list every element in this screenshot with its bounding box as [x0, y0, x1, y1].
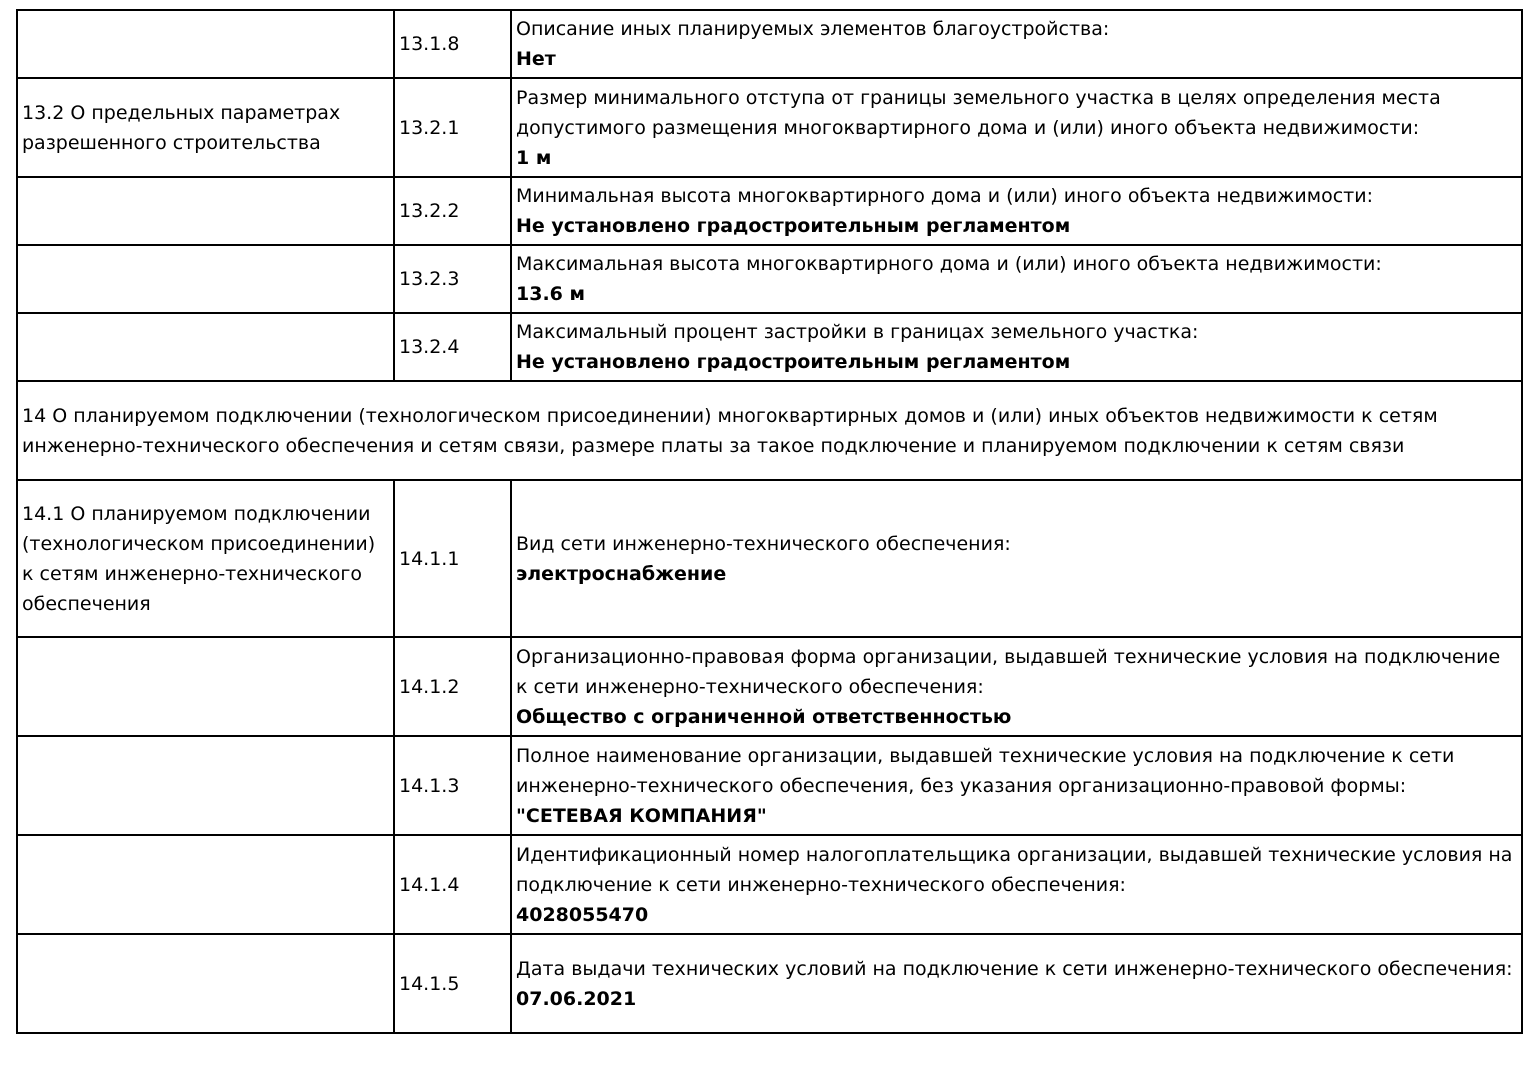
- item-content-cell: [511, 78, 1522, 177]
- item-content-cell: [511, 480, 1522, 637]
- section-cell: 13.2 О предельных параметрах разрешенного строительства: [17, 78, 394, 177]
- section-cell: [17, 245, 394, 313]
- section-header-text: 14 О планируемом подключении (технологическом присоединении) многоквартирных домов и (или) иных объектов недвижимости к сетям инженерно-технического обеспечения и сетям связи, размере платы за такое подключение и планируемом подключении к сетям связи: [17, 381, 1522, 480]
- question-text: Минимальная высота многоквартирного дома и (или) иного объекта недвижимости:: [516, 185, 1373, 207]
- item-content-cell: [511, 835, 1522, 934]
- table-row: [17, 245, 1522, 313]
- table-row: [17, 637, 1522, 736]
- item-number: 14.1.1: [394, 480, 511, 637]
- item-content-cell: [511, 637, 1522, 736]
- table-row-section-header: [17, 381, 1522, 480]
- answer-text: Не установлено градостроительным регламентом: [516, 351, 1071, 373]
- answer-text: 13.6 м: [516, 283, 586, 305]
- question-text: Описание иных планируемых элементов благоустройства:: [516, 18, 1110, 40]
- question-text: Идентификационный номер налогоплательщика организации, выдавшей технические условия на подключение к сети инженерно-технического обеспечения:: [516, 843, 1513, 896]
- table-row: [17, 934, 1522, 1033]
- table-row: [17, 835, 1522, 934]
- question-text: Размер минимального отступа от границы земельного участка в целях определения места допустимого размещения многоквартирного дома и (или) иного объекта недвижимости:: [516, 86, 1441, 139]
- item-content-cell: [511, 934, 1522, 1033]
- section-cell: [17, 313, 394, 381]
- item-content-cell: [511, 177, 1522, 245]
- answer-text: электроснабжение: [516, 562, 727, 585]
- answer-text: 1 м: [516, 146, 552, 169]
- section-cell: [17, 835, 394, 934]
- answer-text: "СЕТЕВАЯ КОМПАНИЯ": [516, 804, 767, 827]
- question-text: Вид сети инженерно-технического обеспечения:: [516, 532, 1011, 555]
- item-number: 14.1.5: [394, 934, 511, 1033]
- section-cell: [17, 177, 394, 245]
- table-row: [17, 736, 1522, 835]
- answer-text: 4028055470: [516, 903, 649, 926]
- answer-text: 07.06.2021: [516, 987, 637, 1010]
- question-text: Полное наименование организации, выдавшей технические условия на подключение к сети инженерно-технического обеспечения, без указания организационно-правовой формы:: [516, 744, 1455, 797]
- item-number: 13.2.1: [394, 78, 511, 177]
- answer-text: Нет: [516, 48, 556, 70]
- question-text: Максимальная высота многоквартирного дома и (или) иного объекта недвижимости:: [516, 253, 1382, 275]
- item-number: 14.1.2: [394, 637, 511, 736]
- question-text: Максимальный процент застройки в границах земельного участка:: [516, 321, 1199, 343]
- item-content-cell: [511, 313, 1522, 381]
- section-cell: [17, 10, 394, 78]
- table-row: [17, 10, 1522, 78]
- declaration-table: [16, 9, 1523, 1034]
- table-row: [17, 78, 1522, 177]
- answer-text: Не установлено градостроительным регламентом: [516, 215, 1071, 237]
- item-number: 13.2.3: [394, 245, 511, 313]
- table-row: [17, 313, 1522, 381]
- question-text: Дата выдачи технических условий на подключение к сети инженерно-технического обеспечения:: [516, 957, 1513, 980]
- answer-text: Общество с ограниченной ответственностью: [516, 705, 1012, 728]
- table-row: [17, 480, 1522, 637]
- section-cell: 14.1 О планируемом подключении (технологическом присоединении) к сетям инженерно-технического обеспечения: [17, 480, 394, 637]
- section-cell: [17, 637, 394, 736]
- item-number: 13.1.8: [394, 10, 511, 78]
- table-row: [17, 177, 1522, 245]
- section-cell: [17, 736, 394, 835]
- item-content-cell: [511, 10, 1522, 78]
- section-cell: [17, 934, 394, 1033]
- item-content-cell: [511, 245, 1522, 313]
- item-content-cell: [511, 736, 1522, 835]
- item-number: 13.2.2: [394, 177, 511, 245]
- item-number: 14.1.4: [394, 835, 511, 934]
- item-number: 13.2.4: [394, 313, 511, 381]
- question-text: Организационно-правовая форма организации, выдавшей технические условия на подключение к сети инженерно-технического обеспечения:: [516, 645, 1501, 698]
- item-number: 14.1.3: [394, 736, 511, 835]
